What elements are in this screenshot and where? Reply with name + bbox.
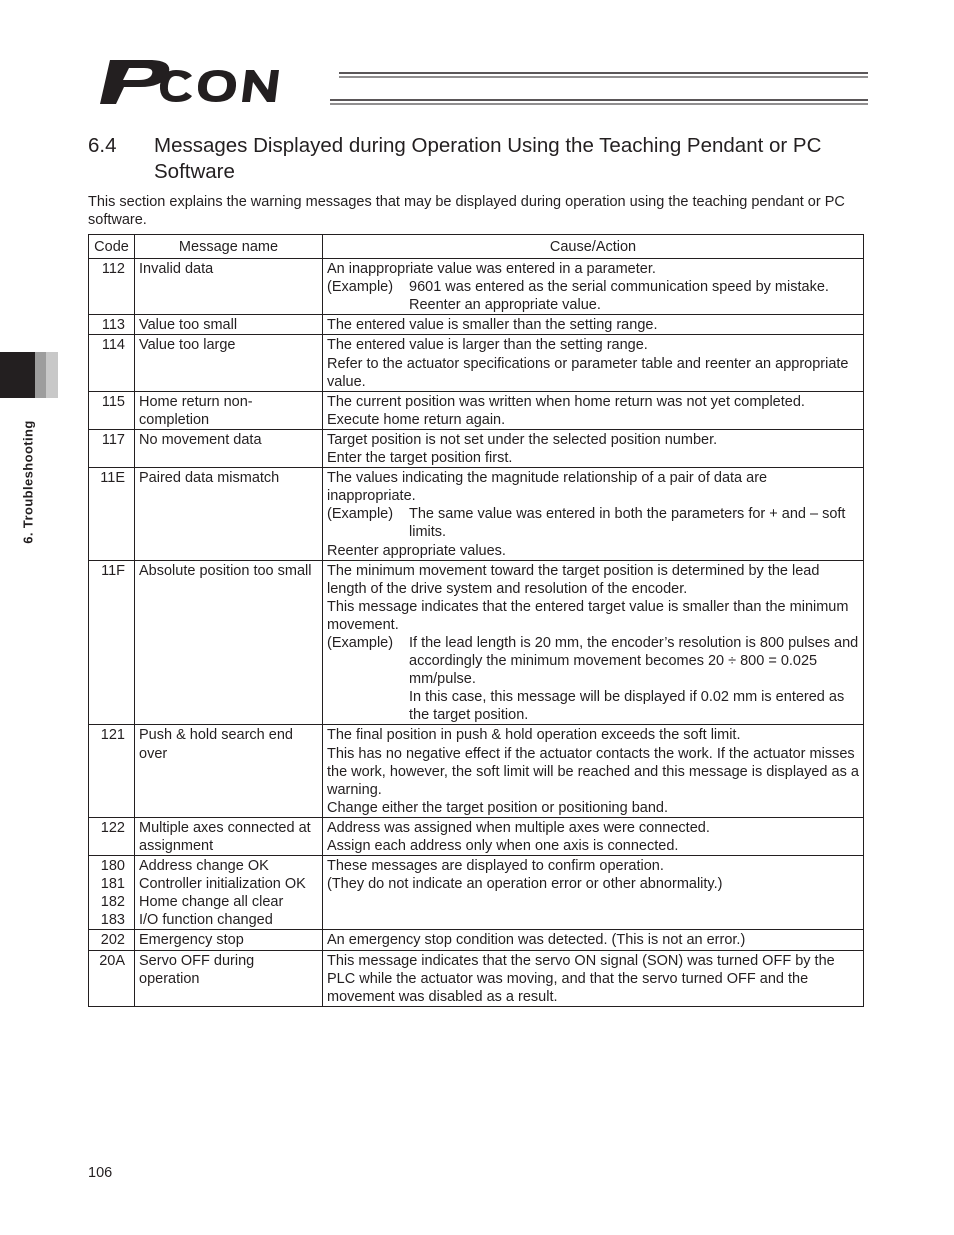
message-name <box>135 391 323 429</box>
message-code-value: 122 <box>100 819 125 836</box>
message-name <box>135 315 323 335</box>
message-code <box>89 335 135 391</box>
message-name <box>135 560 323 725</box>
message-code <box>89 817 135 855</box>
message-name-text: Value too small <box>139 317 238 334</box>
table-row <box>89 429 864 467</box>
message-code-value: 202 <box>100 932 125 949</box>
table-row <box>89 950 864 1006</box>
cause-action-text: The values indicating the magnitude relationship of a pair of data are inappropriate. <box>327 470 768 505</box>
cause-action-text: The current position was written when home return was not yet completed. <box>327 393 805 410</box>
chapter-side-label-text: 6. Troubleshooting <box>20 420 36 544</box>
cause-action-text: Refer to the actuator specifications or parameter table and reenter an appropriate value. <box>327 355 849 390</box>
message-name <box>135 335 323 391</box>
message-name-text: Multiple axes connected at assignment <box>139 819 311 854</box>
cause-action-text: The final position in push & hold operation exceeds the soft limit. <box>327 727 741 744</box>
table-row <box>89 335 864 391</box>
table-row <box>89 259 864 315</box>
cause-action-text: This has no negative effect if the actuator contacts the work. If the actuator misses the work, however, the soft limit will be reached and this message is displayed as a warning. <box>327 745 859 798</box>
cause-action-text: Change either the target position or positioning band. <box>327 799 668 816</box>
cause-action-text: An emergency stop condition was detected. (This is not an error.) <box>327 932 746 949</box>
message-code-value: 183 <box>100 912 125 929</box>
table-header-row <box>89 235 864 259</box>
table-body <box>89 259 864 1007</box>
chapter-tab-marker <box>0 352 58 398</box>
table-row <box>89 468 864 560</box>
message-code-value: 11E <box>100 470 125 487</box>
message-name-text: Emergency stop <box>139 932 244 949</box>
cause-action-text: (They do not indicate an operation error or other abnormality.) <box>327 876 723 893</box>
example-block <box>327 278 859 296</box>
message-code-value: 180 <box>100 858 125 875</box>
example-label: (Example) <box>327 506 394 523</box>
cause-action-text: The minimum movement toward the target position is determined by the lead length of the drive system and resolution of the encoder. <box>327 562 820 597</box>
example-label: (Example) <box>327 634 394 651</box>
cause-action <box>323 950 864 1006</box>
example-text: If the lead length is 20 mm, the encoder’s resolution is 800 pulses and accordingly the minimum movement becomes 20 ÷ 800 = 0.025 mm/pulse. <box>409 634 859 688</box>
message-name-text: No movement data <box>139 431 262 448</box>
cause-action-text: Enter the target position first. <box>327 450 513 467</box>
example-block <box>327 296 859 314</box>
header-message-name: Message name <box>135 235 323 259</box>
message-name <box>135 259 323 315</box>
message-name-text: Servo OFF during operation <box>139 952 255 987</box>
cause-action <box>323 429 864 467</box>
message-code <box>89 259 135 315</box>
message-code <box>89 725 135 817</box>
message-code <box>89 315 135 335</box>
example-block <box>327 634 859 688</box>
message-code-value: 112 <box>101 261 125 278</box>
page-number: 106 <box>88 1165 113 1181</box>
message-name-text: Home change all clear <box>139 894 284 911</box>
message-name <box>135 930 323 950</box>
message-code <box>89 391 135 429</box>
message-name-text: Invalid data <box>139 261 214 278</box>
cause-action-text: Address was assigned when multiple axes were connected. <box>327 819 710 836</box>
message-name-text: Controller initialization OK <box>139 876 306 893</box>
section-title: Messages Displayed during Operation Using the Teaching Pendant or PC Software <box>154 134 822 183</box>
cause-action-text: The entered value is smaller than the setting range. <box>327 317 658 334</box>
message-name-text: Paired data mismatch <box>139 470 280 487</box>
message-name <box>135 429 323 467</box>
message-code-value: 181 <box>100 876 125 893</box>
message-name <box>135 950 323 1006</box>
section-intro: This section explains the warning messages that may be displayed during operation using the teaching pendant or PC software. <box>88 194 845 228</box>
header-code: Code <box>89 235 135 259</box>
message-code-value: 20A <box>99 952 125 969</box>
message-code-value: 182 <box>100 894 125 911</box>
cause-action <box>323 725 864 817</box>
example-block <box>327 505 859 541</box>
message-code <box>89 468 135 560</box>
message-code <box>89 950 135 1006</box>
cause-action <box>323 468 864 560</box>
message-name <box>135 725 323 817</box>
message-name-text: Push & hold search end over <box>139 727 293 762</box>
cause-action <box>323 856 864 930</box>
message-code <box>89 429 135 467</box>
example-text: In this case, this message will be displayed if 0.02 mm is entered as the target position. <box>409 689 845 724</box>
cause-action-text: These messages are displayed to confirm operation. <box>327 858 664 875</box>
message-code <box>89 856 135 930</box>
message-code-value: 117 <box>101 431 125 448</box>
chapter-side-label <box>21 412 35 552</box>
message-name-text: Value too large <box>139 337 236 354</box>
message-table <box>88 234 864 1007</box>
cause-action <box>323 335 864 391</box>
cause-action-text: This message indicates that the entered target value is smaller than the minimum movement. <box>327 598 849 633</box>
message-code <box>89 930 135 950</box>
cause-action-text: The entered value is larger than the setting range. <box>327 337 648 354</box>
cause-action <box>323 391 864 429</box>
pcon-logo <box>96 56 876 108</box>
message-code-value: 121 <box>100 727 125 744</box>
message-name <box>135 856 323 930</box>
cause-action-text: Reenter appropriate values. <box>327 542 506 559</box>
cause-action <box>323 817 864 855</box>
table-row <box>89 930 864 950</box>
example-label: (Example) <box>327 279 394 296</box>
message-name-text: Home return non-completion <box>139 393 253 428</box>
section-number: 6.4 <box>88 134 117 157</box>
cause-action <box>323 930 864 950</box>
message-code-value: 114 <box>101 337 125 354</box>
table-row <box>89 391 864 429</box>
message-code <box>89 560 135 725</box>
message-name-text: I/O function changed <box>139 912 273 929</box>
cause-action-text: Execute home return again. <box>327 411 506 428</box>
header-cause-action: Cause/Action <box>323 235 864 259</box>
message-name <box>135 468 323 560</box>
cause-action <box>323 560 864 725</box>
example-text: The same value was entered in both the parameters for + and – soft limits. <box>409 506 846 541</box>
message-code-value: 115 <box>101 393 125 410</box>
cause-action-text: Assign each address only when one axis is connected. <box>327 838 679 854</box>
table-row <box>89 725 864 817</box>
example-text: Reenter an appropriate value. <box>409 297 601 314</box>
message-name-text: Address change OK <box>139 858 269 875</box>
table-row <box>89 560 864 725</box>
cause-action <box>323 315 864 335</box>
example-block <box>327 688 859 724</box>
cause-action-text: Target position is not set under the selected position number. <box>327 431 718 448</box>
cause-action <box>323 259 864 315</box>
pcon-logo-graphic <box>96 56 876 108</box>
cause-action-text: This message indicates that the servo ON signal (SON) was turned OFF by the PLC while the actuator was moving, and that the servo turned OFF and the movement was disabled as a result. <box>327 952 835 1005</box>
message-code-value: 11F <box>101 562 125 579</box>
table-row <box>89 856 864 930</box>
message-name <box>135 817 323 855</box>
message-name-text: Absolute position too small <box>139 562 312 579</box>
example-text: 9601 was entered as the serial communication speed by mistake. <box>409 279 829 296</box>
message-code-value: 113 <box>101 317 125 334</box>
table-row <box>89 315 864 335</box>
cause-action-text: An inappropriate value was entered in a parameter. <box>327 261 656 278</box>
table-row <box>89 817 864 855</box>
